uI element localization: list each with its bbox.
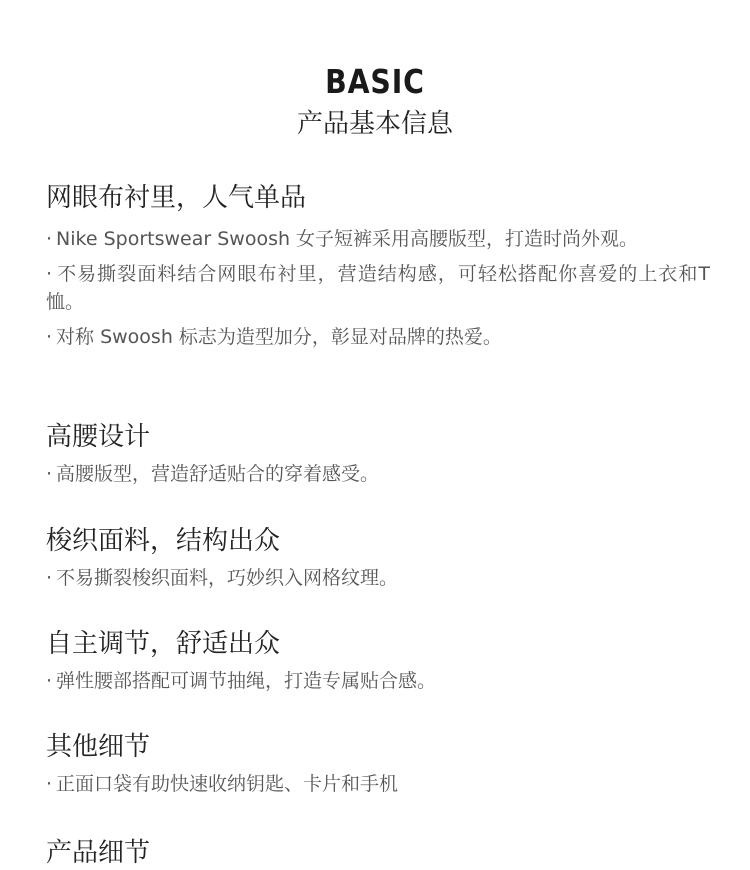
section-title: 自主调节，舒适出众 bbox=[46, 629, 281, 659]
section-title: 高腰设计 bbox=[46, 422, 151, 452]
section-other-details bbox=[46, 730, 710, 798]
bullet-item bbox=[46, 260, 710, 316]
section-product-details bbox=[46, 836, 710, 870]
section-title: 其他细节 bbox=[46, 732, 151, 762]
bullet-dot: · bbox=[46, 773, 53, 795]
bullet-text: 不易撕裂梭织面料，巧妙织入网格纹理。 bbox=[56, 567, 399, 589]
bullet-item bbox=[46, 770, 710, 798]
bullet-dot: · bbox=[46, 670, 53, 692]
section-adjustable bbox=[46, 627, 710, 695]
section-mesh-lining bbox=[46, 181, 710, 351]
bullet-item bbox=[46, 667, 710, 695]
bullet-text: 正面口袋有助快速收纳钥匙、卡片和手机 bbox=[56, 773, 399, 795]
section-woven-fabric bbox=[46, 524, 710, 592]
bullet-dot: · bbox=[46, 326, 53, 348]
bullet-text: 高腰版型，营造舒适贴合的穿着感受。 bbox=[56, 463, 380, 485]
section-title: 产品细节 bbox=[46, 838, 151, 868]
section-title: 梭织面料，结构出众 bbox=[46, 526, 281, 556]
bullet-text: 弹性腰部搭配可调节抽绳，打造专属贴合感。 bbox=[56, 670, 437, 692]
bullet-dot: · bbox=[46, 228, 53, 250]
brand-title: BASIC bbox=[325, 62, 425, 101]
bullet-item bbox=[46, 460, 710, 488]
header bbox=[0, 62, 750, 141]
bullet-item bbox=[46, 323, 710, 351]
bullet-dot: · bbox=[46, 263, 53, 285]
bullet-dot: · bbox=[46, 567, 53, 589]
bullet-text: 对称 Swoosh 标志为造型加分，彰显对品牌的热爱。 bbox=[56, 326, 502, 348]
bullet-item bbox=[46, 564, 710, 592]
bullet-text: Nike Sportswear Swoosh 女子短裤采用高腰版型，打造时尚外观。 bbox=[56, 228, 639, 250]
bullet-item bbox=[46, 225, 710, 253]
bullet-text: 不易撕裂面料结合网眼布衬里，营造结构感，可轻松搭配你喜爱的上衣和T恤。 bbox=[46, 263, 710, 313]
section-high-waist bbox=[46, 420, 710, 488]
section-title: 网眼布衬里，人气单品 bbox=[46, 183, 307, 213]
page-subtitle: 产品基本信息 bbox=[296, 109, 453, 139]
bullet-dot: · bbox=[46, 463, 53, 485]
